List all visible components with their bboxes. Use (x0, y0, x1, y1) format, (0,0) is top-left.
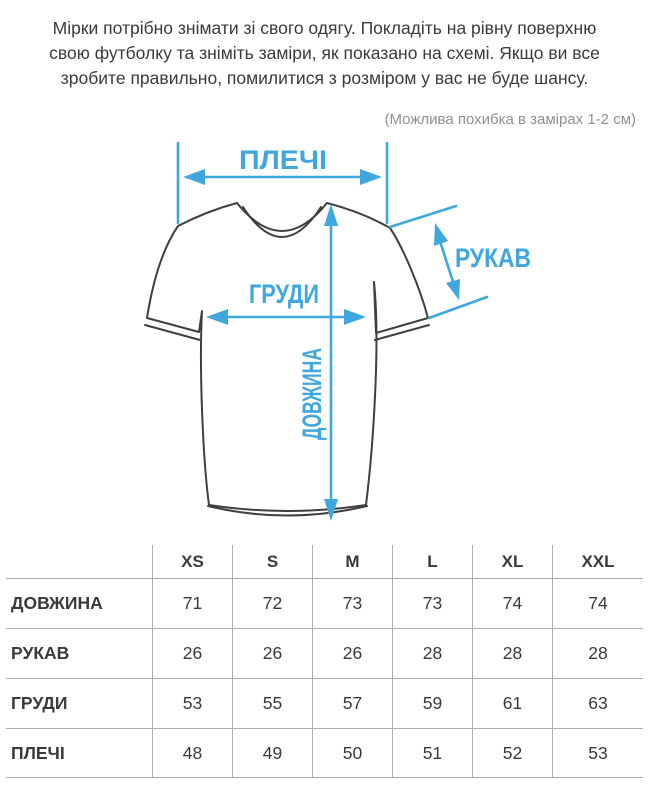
sleeve-arrow-head-down (446, 279, 460, 300)
row-label-shoulders: ПЛЕЧІ (6, 728, 152, 778)
tshirt-measurement-diagram (0, 140, 649, 545)
shoulders-arrow-head-right (360, 169, 382, 185)
col-header-xxl: XXL (552, 545, 643, 578)
length-label: ДОВЖИНА (297, 298, 327, 440)
table-cell: 51 (392, 728, 472, 778)
col-header-l: L (392, 545, 472, 578)
table-cell: 74 (552, 578, 643, 628)
tshirt-drawing (145, 203, 429, 516)
table-cell: 49 (232, 728, 312, 778)
sleeve-label: РУКАВ (455, 243, 531, 273)
table-cell: 74 (472, 578, 552, 628)
intro-line-3: зробите правильно, помилитися з розміром у вас не буде шансу. (60, 68, 589, 88)
table-cell: 73 (312, 578, 392, 628)
col-header-s: S (232, 545, 312, 578)
row-label-sleeve: РУКАВ (6, 628, 152, 678)
table-cell: 53 (552, 728, 643, 778)
col-header-xl: XL (472, 545, 552, 578)
tshirt-outline (147, 203, 428, 511)
table-cell: 52 (472, 728, 552, 778)
intro-line-2: свою футболку та зніміть заміри, як показано на схемі. Якщо ви все (49, 43, 600, 63)
table-cell: 26 (152, 628, 232, 678)
tolerance-note: (Можлива похибка в замірах 1-2 см) (384, 111, 636, 128)
shoulders-arrow-head-left (183, 169, 205, 185)
table-cell: 28 (392, 628, 472, 678)
shoulders-label: ПЛЕЧІ (239, 145, 327, 175)
table-corner-cell (6, 545, 152, 578)
row-label-chest: ГРУДИ (6, 678, 152, 728)
intro-text (20, 16, 629, 91)
table-cell: 55 (232, 678, 312, 728)
table-cell: 57 (312, 678, 392, 728)
col-header-xs: XS (152, 545, 232, 578)
table-cell: 28 (552, 628, 643, 678)
table-cell: 53 (152, 678, 232, 728)
table-cell: 71 (152, 578, 232, 628)
table-cell: 59 (392, 678, 472, 728)
sleeve-arrow-head-up (434, 223, 448, 246)
col-header-m: M (312, 545, 392, 578)
table-cell: 73 (392, 578, 472, 628)
table-cell: 48 (152, 728, 232, 778)
sleeve-tick-upper (390, 206, 456, 227)
table-cell: 26 (232, 628, 312, 678)
sleeve-tick-lower (429, 297, 487, 318)
size-table (6, 545, 643, 778)
table-cell: 28 (472, 628, 552, 678)
table-cell: 50 (312, 728, 392, 778)
row-label-length: ДОВЖИНА (6, 578, 152, 628)
table-cell: 63 (552, 678, 643, 728)
table-cell: 26 (312, 628, 392, 678)
table-cell: 61 (472, 678, 552, 728)
intro-line-1: Мірки потрібно знімати зі свого одягу. Покладіть на рівну поверхню (52, 18, 597, 38)
chest-label: ГРУДИ (249, 279, 319, 309)
table-cell: 72 (232, 578, 312, 628)
